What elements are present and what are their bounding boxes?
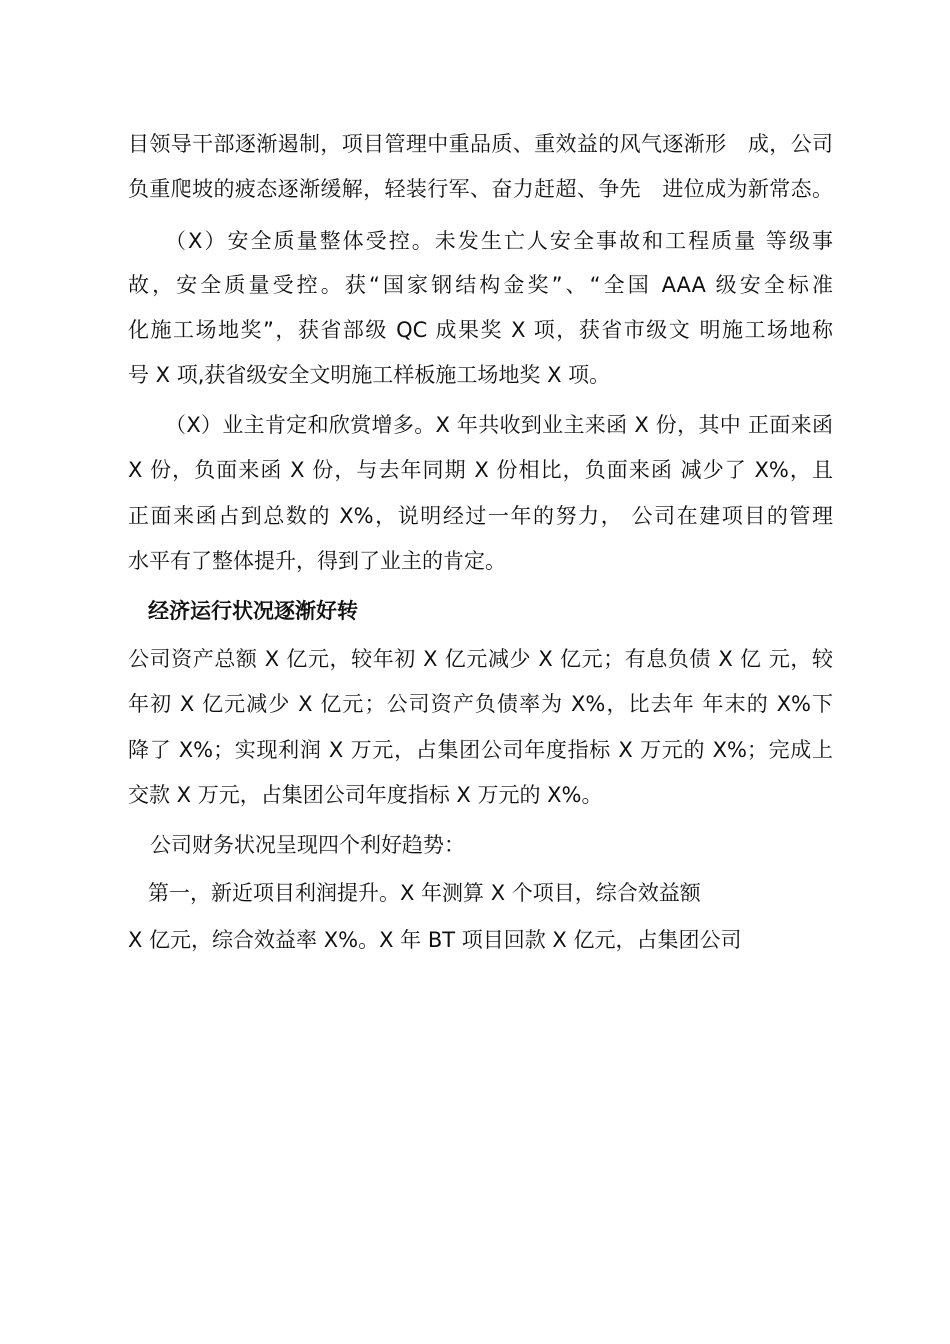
- paragraph-line: X 份，负面来函 X 份，与去年同期 X 份相比，负面来函 减少了 X%，且: [128, 458, 833, 482]
- paragraph-line: X 亿元，综合效益率 X%。X 年 BT 项目回款 X 亿元，占集团公司: [128, 928, 742, 952]
- paragraph-line: 年初 X 亿元减少 X 亿元；公司资产负债率为 X%，比去年 年末的 X%下: [128, 692, 833, 716]
- section-title: 经济运行状况逐渐好转: [148, 599, 358, 623]
- paragraph-line: 水平有了整体提升，得到了业主的肯定。: [128, 549, 506, 573]
- paragraph-line: 号 X 项,获省级安全文明施工样板施工场地奖 X 项。: [128, 363, 611, 387]
- paragraph-line: 公司资产总额 X 亿元，较年初 X 亿元减少 X 亿元；有息负债 X 亿 元，较: [128, 647, 833, 671]
- paragraph-line: 正面来函占到总数的 X%，说明经过一年的努力， 公司在建项目的管理: [128, 504, 833, 528]
- section-heading-line: （X）业主肯定和欣赏增多。X 年共收到业主来函 X 份，其中 正面来函: [165, 413, 833, 437]
- paragraph-line: 化施工场地奖”，获省部级 QC 成果奖 X 项，获省市级文 明施工场地称: [128, 318, 833, 342]
- paragraph-line: 第一，新近项目利润提升。X 年测算 X 个项目，综合效益额: [148, 881, 701, 905]
- paragraph-line: 降了 X%；实现利润 X 万元，占集团公司年度指标 X 万元的 X%；完成上: [128, 738, 833, 762]
- section-heading-line: （X）安全质量整体受控。未发生亡人安全事故和工程质量 等级事: [165, 229, 833, 253]
- paragraph-line: 故，安全质量受控。获“国家钢结构金奖”、“全国 AAA 级安全标准: [128, 273, 833, 297]
- paragraph-line: 负重爬坡的疲态逐渐缓解，轻装行军、奋力赶超、争先 进位成为新常态。: [128, 177, 833, 201]
- paragraph-line: 公司财务状况呈现四个利好趋势：: [150, 833, 465, 857]
- paragraph-line: 目领导干部逐渐遏制，项目管理中重品质、重效益的风气逐渐形 成，公司: [128, 132, 833, 156]
- paragraph-line: 交款 X 万元，占集团公司年度指标 X 万元的 X%。: [128, 783, 603, 807]
